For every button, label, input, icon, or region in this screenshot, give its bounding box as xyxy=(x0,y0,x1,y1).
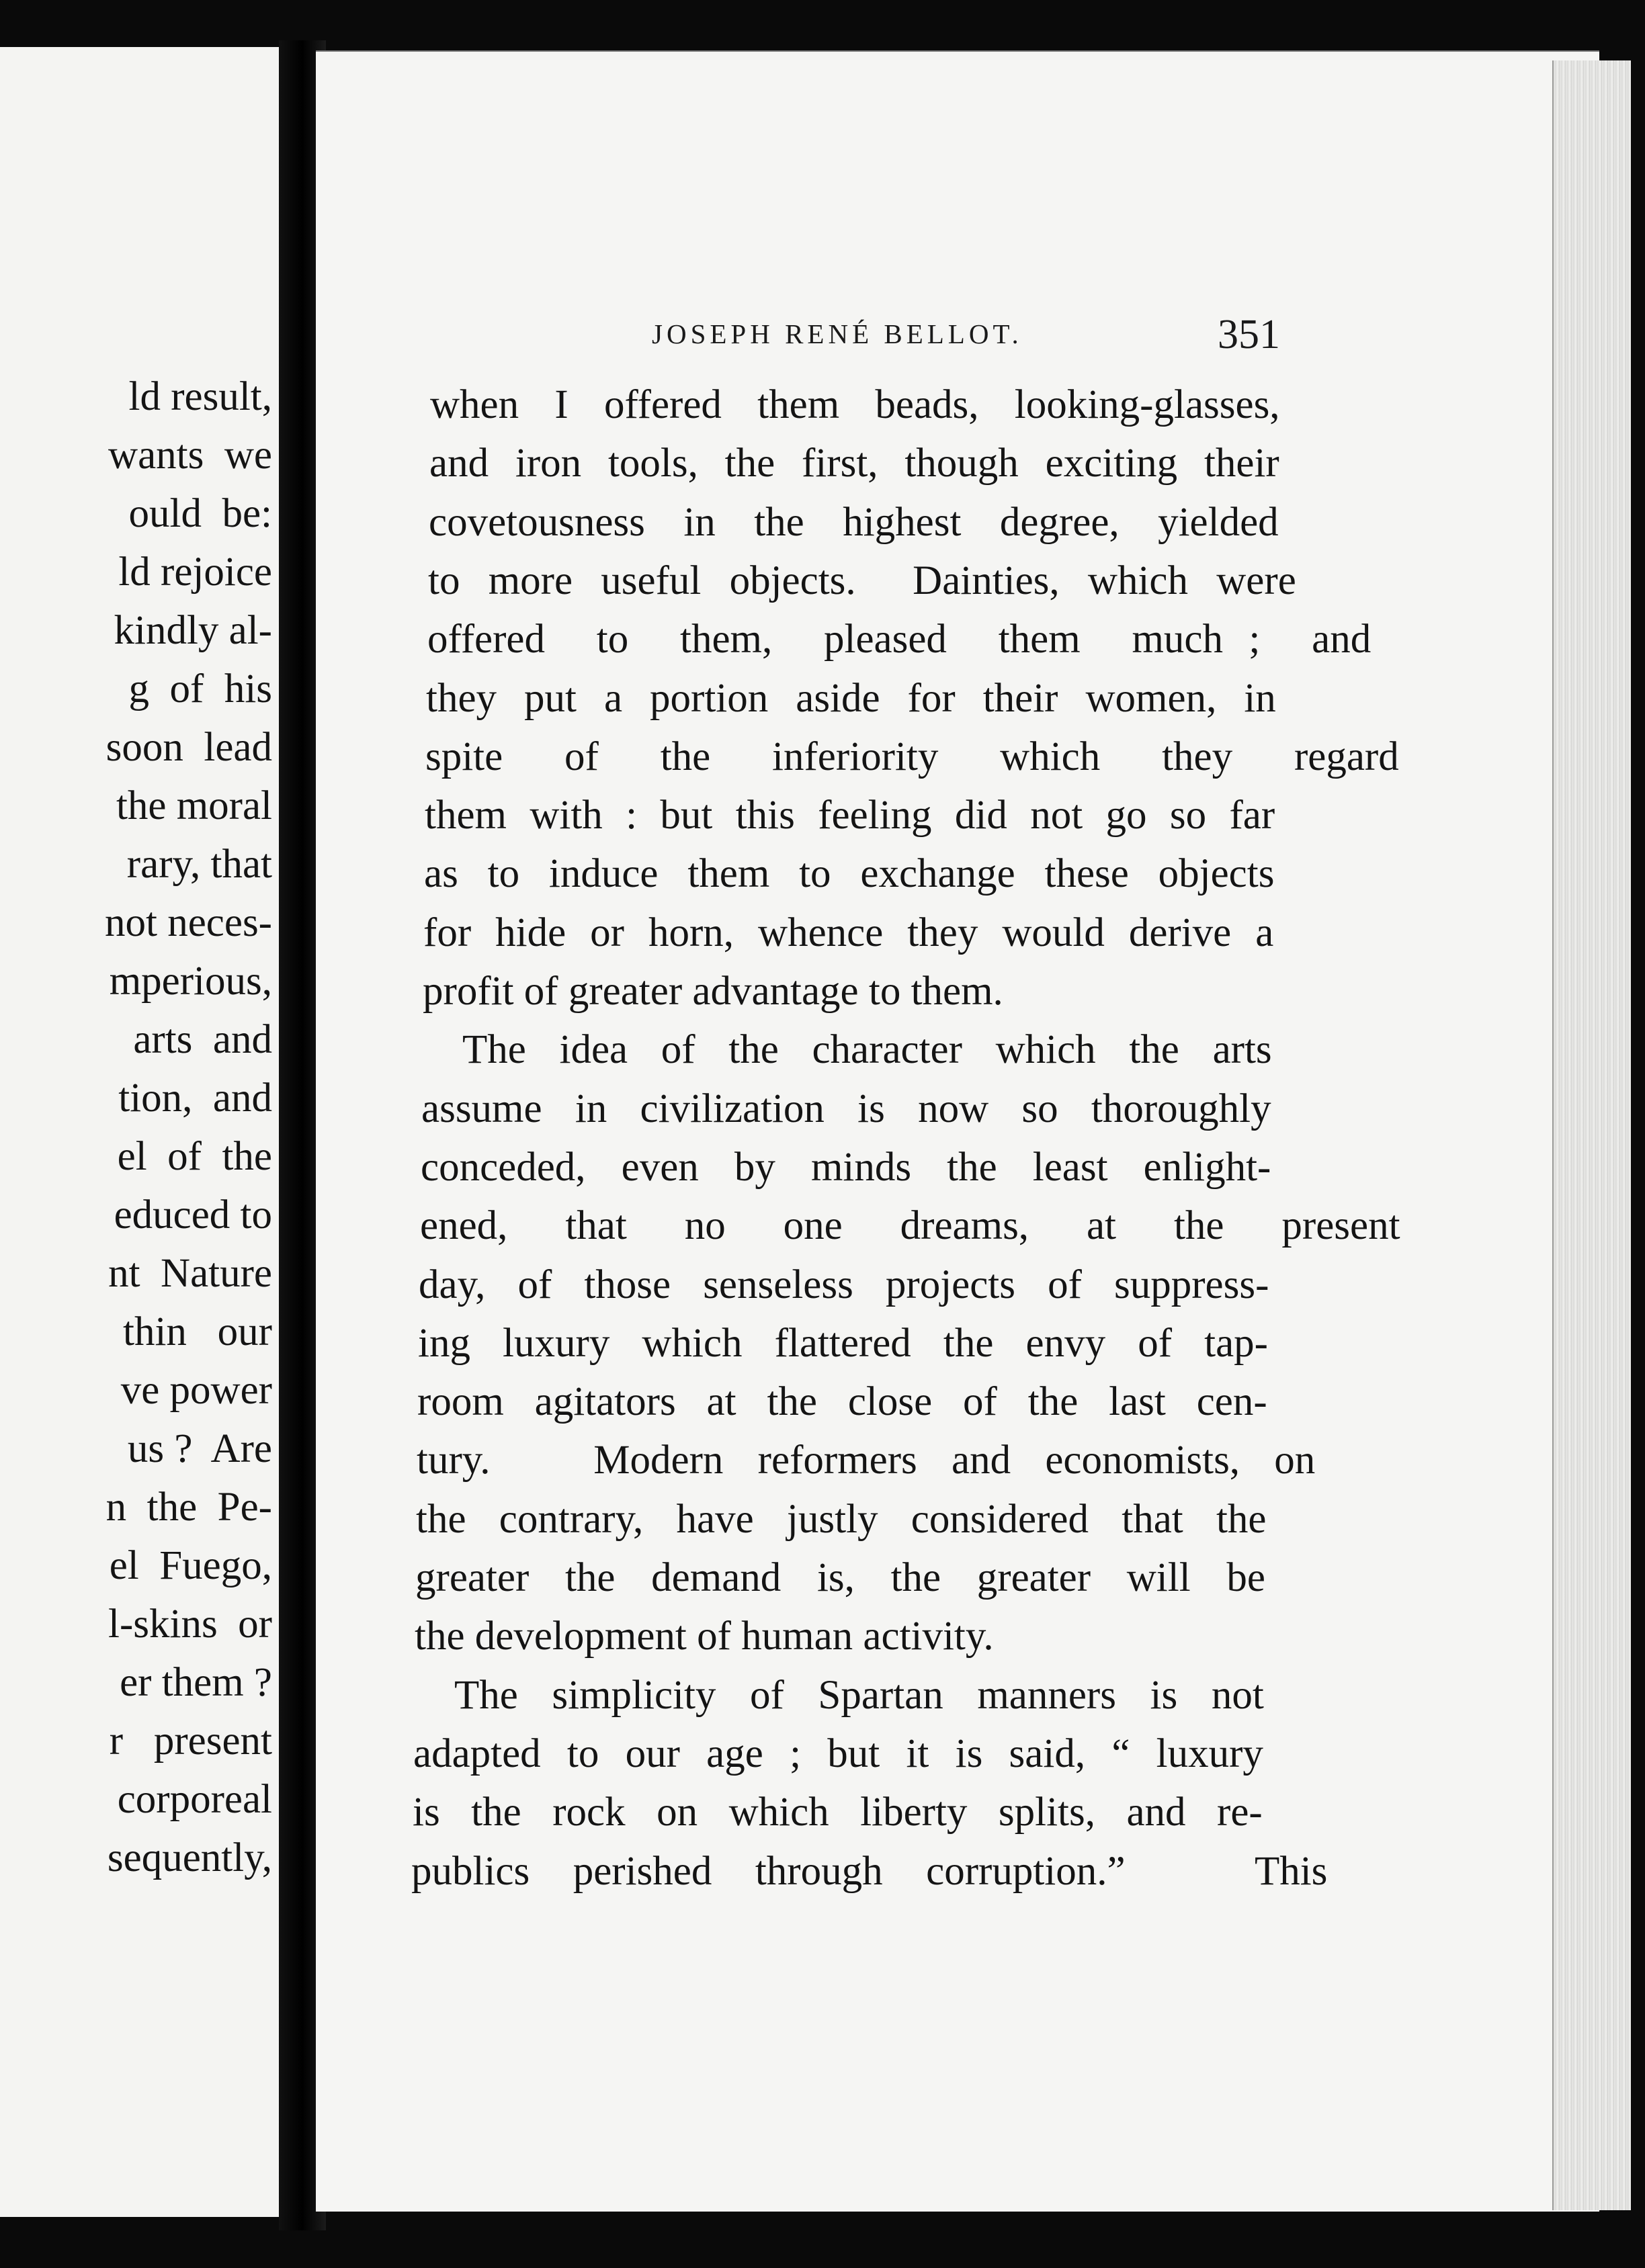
left-page-line: ld result, xyxy=(128,374,272,419)
body-text-line: as to induce them to exchange these objects xyxy=(424,851,1275,896)
body-text-line: for hide or horn, whence they would derive a xyxy=(423,910,1274,955)
left-page-line: tion, and xyxy=(118,1076,272,1121)
left-page-line: corporeal xyxy=(107,1777,272,1822)
running-head-title: JOSEPH RENÉ BELLOT. xyxy=(652,318,1023,349)
page-edges xyxy=(1552,60,1631,2210)
body-text-line: ened, that no one dreams, at the present xyxy=(420,1203,1400,1248)
body-text-line: is the rock on which liberty splits, and re- xyxy=(413,1790,1263,1835)
page-number: 351 xyxy=(1218,312,1280,357)
body-text-line: publics perished through corruption.” This xyxy=(411,1849,1328,1894)
left-page xyxy=(0,47,279,2217)
body-text-line: offered to them, pleased them much ; and xyxy=(427,617,1372,662)
left-page-line: el of the xyxy=(117,1134,272,1179)
left-page-line: l-skins or xyxy=(108,1602,272,1647)
body-text-line: the contrary, have justly considered that the xyxy=(416,1497,1267,1542)
body-text-line: to more useful objects. Dainties, which were xyxy=(428,558,1296,603)
left-page-line: nt Nature xyxy=(108,1251,272,1296)
body-text-line: day, of those senseless projects of suppress- xyxy=(419,1262,1269,1307)
left-page-line: ould be: xyxy=(128,491,272,536)
left-page-line: wants we xyxy=(108,433,272,478)
left-page-line: ve power xyxy=(120,1368,272,1413)
left-page-line: mperious, xyxy=(109,959,272,1004)
body-text-line: adapted to our age ; but it is said, “ luxury xyxy=(413,1731,1263,1776)
left-page-line: el Fuego, xyxy=(109,1543,272,1588)
left-page-line: kindly al- xyxy=(114,608,272,653)
left-page-line: er them ? xyxy=(120,1660,272,1705)
body-text-line: assume in civilization is now so thoroughly xyxy=(421,1086,1271,1131)
left-page-line: sequently, xyxy=(107,1835,272,1880)
left-page-line: us ? Are xyxy=(117,1426,272,1471)
body-text-line: covetousness in the highest degree, yielded xyxy=(429,500,1279,545)
left-page-line: rary, that xyxy=(126,842,272,887)
left-page-line: thin our xyxy=(123,1309,272,1354)
body-text-line: tury. Modern reformers and economists, on xyxy=(417,1438,1316,1483)
body-text-line: greater the demand is, the greater will be xyxy=(415,1555,1265,1600)
running-head xyxy=(430,311,1280,365)
body-text-line: The idea of the character which the arts xyxy=(462,1027,1272,1072)
body-text-line: the development of human activity. xyxy=(415,1614,994,1659)
left-page-line: soon lead xyxy=(106,725,272,770)
body-text-line: conceded, even by minds the least enlight- xyxy=(421,1145,1271,1190)
body-text-line: and iron tools, the first, though exciting their xyxy=(429,441,1279,486)
body-text-line: spite of the inferiority which they regard xyxy=(425,734,1399,779)
body-text-line: they put a portion aside for their women, in xyxy=(426,676,1276,721)
left-page-line: n the Pe- xyxy=(106,1485,272,1530)
left-page-line: the moral xyxy=(116,783,272,828)
left-page-line: educed to xyxy=(114,1192,272,1237)
left-page-line: ld rejoice xyxy=(118,550,272,595)
body-text-line: them with : but this feeling did not go so far xyxy=(425,793,1275,838)
body-text-line: profit of greater advantage to them. xyxy=(423,969,1003,1014)
left-page-line: g of his xyxy=(128,666,272,711)
left-page-line: not neces- xyxy=(105,900,272,945)
left-page-line: r present xyxy=(109,1718,272,1763)
body-text-line: when I offered them beads, looking-glasses, xyxy=(430,382,1280,427)
left-page-line: arts and xyxy=(123,1017,272,1062)
body-text-line: room agitators at the close of the last cen- xyxy=(417,1379,1267,1424)
body-text-line: ing luxury which flattered the envy of tap- xyxy=(418,1321,1268,1366)
body-text-line: The simplicity of Spartan manners is not xyxy=(454,1673,1264,1718)
